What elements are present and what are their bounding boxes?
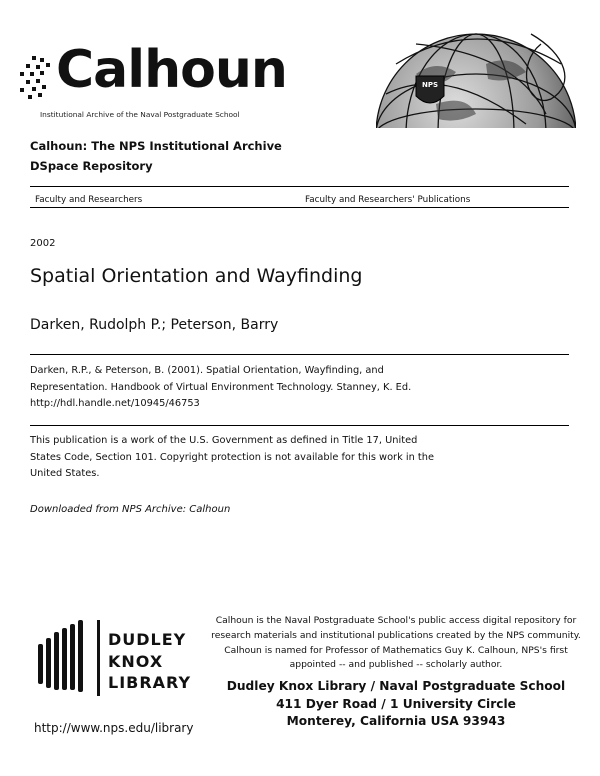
calhoun-logo xyxy=(18,40,287,124)
rights-line: States Code, Section 101. Copyright protection is not available for this work in the xyxy=(30,451,434,463)
divider xyxy=(30,425,569,426)
logo-divider xyxy=(97,620,100,696)
citation-block xyxy=(30,363,500,413)
publication-year: 2002 xyxy=(30,238,56,249)
divider xyxy=(30,207,569,208)
archive-title: Calhoun: The NPS Institutional Archive xyxy=(30,139,282,153)
handle-link[interactable]: http://hdl.handle.net/10945/46753 xyxy=(30,398,200,409)
logo-wordmark: Calhoun xyxy=(56,40,287,100)
breadcrumb-collection-link[interactable]: Faculty and Researchers xyxy=(35,195,143,205)
breadcrumb-subcollection-link[interactable]: Faculty and Researchers' Publications xyxy=(305,195,471,205)
library-name: DUDLEY KNOX LIBRARY xyxy=(108,630,192,692)
library-address: Dudley Knox Library / Naval Postgraduate School 411 Dyer Road / 1 University Circle Monterey, California USA 93943 xyxy=(226,679,566,728)
logo-subtitle: Institutional Archive of the Naval Postgraduate School xyxy=(40,110,240,119)
rights-line: United States. xyxy=(30,468,100,479)
divider xyxy=(30,354,569,355)
rights-statement xyxy=(30,433,500,483)
globe-seal-image xyxy=(376,24,576,128)
rights-line: This publication is a work of the U.S. Government as defined in Title 17, United xyxy=(30,435,418,446)
seal-text: NPS xyxy=(421,81,439,89)
calhoun-about: Calhoun is the Naval Postgraduate School's public access digital repository for research materials and institutional publications created by the NPS community. Calhoun is named for Professor of Mathematics Guy K. Calhoun, NPS's first appointed -- and published -- scholarly author. xyxy=(211,615,581,671)
document-authors: Darken, Rudolph P.; Peterson, Barry xyxy=(30,317,279,333)
divider xyxy=(30,186,569,187)
library-url-link[interactable]: http://www.nps.edu/library xyxy=(34,721,194,735)
library-columns-icon xyxy=(38,620,84,696)
citation-line: Darken, R.P., & Peterson, B. (2001). Spatial Orientation, Wayfinding, and xyxy=(30,365,384,376)
repository-label: DSpace Repository xyxy=(30,159,153,173)
document-title: Spatial Orientation and Wayfinding xyxy=(30,265,363,287)
downloaded-from-note: Downloaded from NPS Archive: Calhoun xyxy=(30,504,231,515)
citation-line: Representation. Handbook of Virtual Environment Technology. Stanney, K. Ed. xyxy=(30,381,412,393)
